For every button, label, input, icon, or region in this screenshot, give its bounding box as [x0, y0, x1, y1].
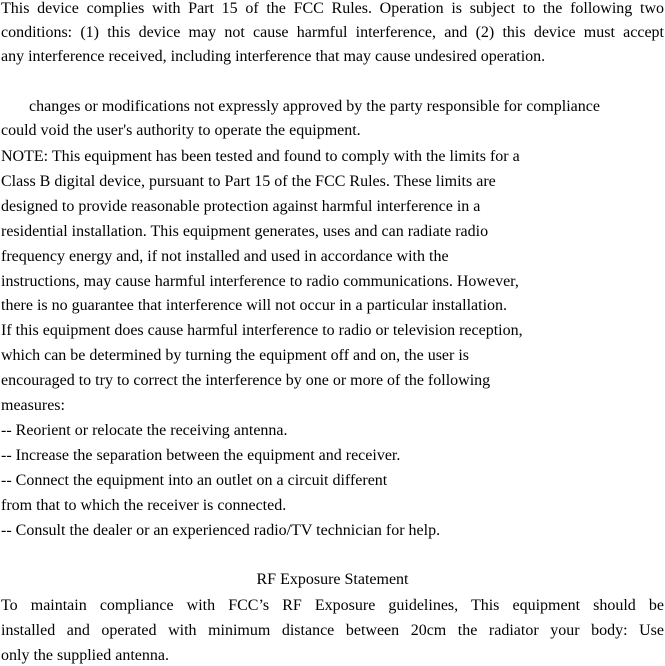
- note-line: designed to provide reasonable protection against harmful interference in a: [1, 198, 481, 215]
- rf-line-1: To maintain compliance with FCC’s RF Exposure guidelines, This equipment should be: [1, 597, 664, 614]
- note-line: frequency energy and, if not installed and used in accordance with the: [1, 248, 449, 265]
- note-line: which can be determined by turning the equipment off and on, the user is: [1, 347, 470, 364]
- intro-line-3: any interference received, including interference that may cause undesired operation.: [1, 48, 546, 65]
- measure-item: -- Increase the separation between the equipment and receiver.: [1, 447, 401, 464]
- note-line: instructions, may cause harmful interference to radio communications. However,: [1, 273, 519, 290]
- note-line: encouraged to try to correct the interference by one or more of the following: [1, 372, 491, 389]
- note-line: Class B digital device, pursuant to Part 15 of the FCC Rules. These limits are: [1, 173, 496, 190]
- note-line: measures:: [1, 397, 65, 414]
- rf-line-3: only the supplied antenna.: [1, 647, 169, 664]
- measure-item: -- Reorient or relocate the receiving antenna.: [1, 422, 288, 439]
- note-line: residential installation. This equipment generates, uses and can radiate radio: [1, 223, 489, 240]
- measure-item: -- Consult the dealer or an experienced radio/TV technician for help.: [1, 522, 441, 539]
- note-line: there is no guarantee that interference will not occur in a particular installation.: [1, 297, 508, 314]
- measure-item: -- Connect the equipment into an outlet on a circuit different: [1, 472, 388, 489]
- note-line: If this equipment does cause harmful interference to radio or television reception,: [1, 322, 523, 339]
- note-line: NOTE: This equipment has been tested and found to comply with the limits for a: [1, 148, 520, 165]
- measure-item: from that to which the receiver is connected.: [1, 497, 287, 514]
- warning-line-2: could void the user's authority to operate the equipment.: [1, 122, 361, 139]
- rf-heading: RF Exposure Statement: [256, 571, 409, 588]
- rf-line-2: installed and operated with minimum distance between 20cm the radiator your body: Use: [1, 622, 664, 639]
- intro-line-1: This device complies with Part 15 of the FCC Rules. Operation is subject to the following two: [1, 0, 664, 17]
- warning-line-1: changes or modifications not expressly approved by the party responsible for compliance: [29, 98, 600, 115]
- intro-line-2: conditions: (1) this device may not cause harmful interference, and (2) this device must accept: [1, 24, 664, 41]
